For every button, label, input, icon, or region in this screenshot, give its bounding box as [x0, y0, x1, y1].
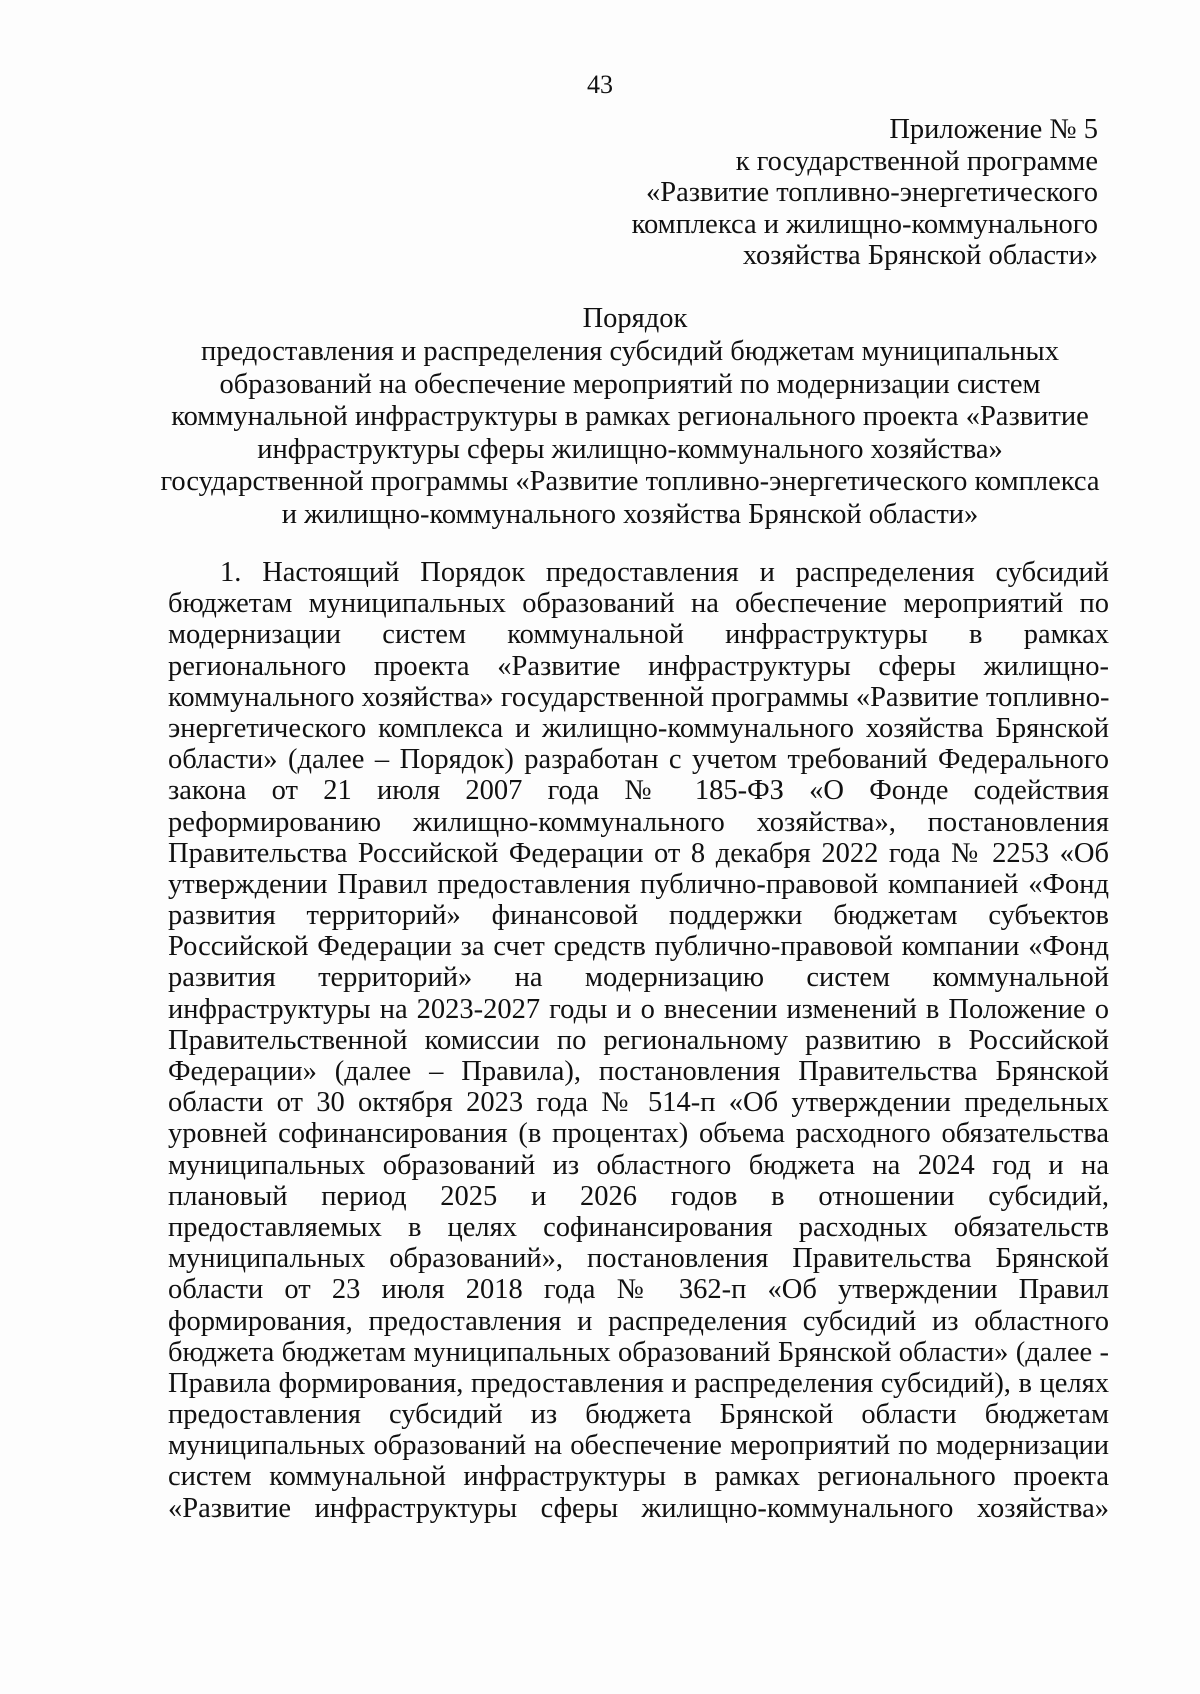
subtitle-line: инфраструктуры сферы жилищно-коммунального хозяйства»: [257, 433, 1003, 465]
body-line: бюджета бюджетам муниципальных образований Брянской области» (далее -: [168, 1336, 1109, 1368]
body-line: области от 23 июля 2018 года № 362-п «Об утверждении Правил: [168, 1274, 1109, 1306]
body-line: энергетического комплекса и жилищно-коммунального хозяйства Брянской: [168, 712, 1109, 744]
appendix-line: Приложение № 5: [889, 114, 1098, 145]
appendix-line: «Развитие топливно-энергетического: [646, 177, 1098, 208]
subtitle-line: предоставления и распределения субсидий бюджетам муниципальных: [201, 336, 1059, 367]
subtitle-line: образований на обеспечение мероприятий по модернизации систем: [219, 368, 1041, 400]
subtitle-line: государственной программы «Развитие топливно-энергетического комплекса: [160, 466, 1100, 497]
body-line: бюджетам муниципальных образований на обеспечение мероприятий по: [168, 588, 1109, 620]
body-line: «Развитие инфраструктуры сферы жилищно-коммунального хозяйства»: [168, 1492, 1109, 1524]
body-line: Правила формирования, предоставления и распределения субсидий), в целях: [168, 1367, 1109, 1399]
body-line: регионального проекта «Развитие инфраструктуры сферы жилищно-: [168, 650, 1109, 682]
body-line: области» (далее – Порядок) разработан с учетом требований Федерального: [168, 744, 1109, 776]
body-line: плановый период 2025 и 2026 годов в отношении субсидий,: [168, 1180, 1109, 1212]
body-line: коммунального хозяйства» государственной программы «Развитие топливно-: [168, 681, 1110, 713]
body-line: развития территорий» финансовой поддержки бюджетам субъектов: [168, 900, 1109, 932]
subtitle-line: коммунальной инфраструктуры в рамках регионального проекта «Развитие: [171, 401, 1089, 432]
body-line: развития территорий» на модернизацию систем коммунальной: [168, 962, 1109, 994]
page-number: 43: [587, 70, 613, 99]
body-line: Правительства Российской Федерации от 8 декабря 2022 года № 2253 «Об: [168, 837, 1109, 869]
body-line: предоставляемых в целях софинансирования расходных обязательств: [168, 1211, 1109, 1243]
body-line: формирования, предоставления и распределения субсидий из областного: [168, 1305, 1109, 1337]
body-line: Российской Федерации за счет средств публично-правовой компании «Фонд: [168, 931, 1109, 963]
body-paragraph: [168, 557, 1109, 1524]
body-line: предоставления субсидий из бюджета Брянской области бюджетам: [168, 1399, 1109, 1431]
body-line: уровней софинансирования (в процентах) объема расходного обязательства: [168, 1118, 1109, 1150]
body-line: модернизации систем коммунальной инфраструктуры в рамках: [168, 619, 1109, 651]
body-line: закона от 21 июля 2007 года № 185-ФЗ «О Фонде содействия: [168, 775, 1109, 807]
appendix-line: комплекса и жилищно-коммунального: [631, 208, 1098, 240]
document-title: Порядок: [582, 303, 688, 334]
document-subtitle: [150, 336, 1110, 531]
body-line: реформированию жилищно-коммунального хозяйства», постановления: [168, 806, 1109, 838]
subtitle-line: и жилищно-коммунального хозяйства Брянской области»: [281, 498, 979, 530]
body-line: утверждении Правил предоставления публично-правовой компанией «Фонд: [168, 868, 1109, 900]
appendix-line: к государственной программе: [735, 145, 1098, 177]
body-line: Правительственной комиссии по региональному развитию в Российской: [168, 1024, 1109, 1056]
body-line: муниципальных образований», постановления Правительства Брянской: [168, 1243, 1109, 1275]
body-line: муниципальных образований на обеспечение мероприятий по модернизации: [168, 1430, 1109, 1462]
appendix-line: хозяйства Брянской области»: [742, 240, 1098, 271]
body-line: систем коммунальной инфраструктуры в рамках регионального проекта: [168, 1461, 1109, 1493]
body-line: Федерации» (далее – Правила), постановления Правительства Брянской: [168, 1056, 1109, 1087]
body-line: области от 30 октября 2023 года № 514-п «Об утверждении предельных: [168, 1087, 1109, 1119]
body-line: инфраструктуры на 2023-2027 годы и о внесении изменений в Положение о: [168, 993, 1109, 1025]
body-line: муниципальных образований из областного бюджета на 2024 год и на: [168, 1149, 1109, 1181]
appendix-block: [578, 114, 1098, 272]
body-line: 1. Настоящий Порядок предоставления и распределения субсидий: [220, 557, 1109, 588]
